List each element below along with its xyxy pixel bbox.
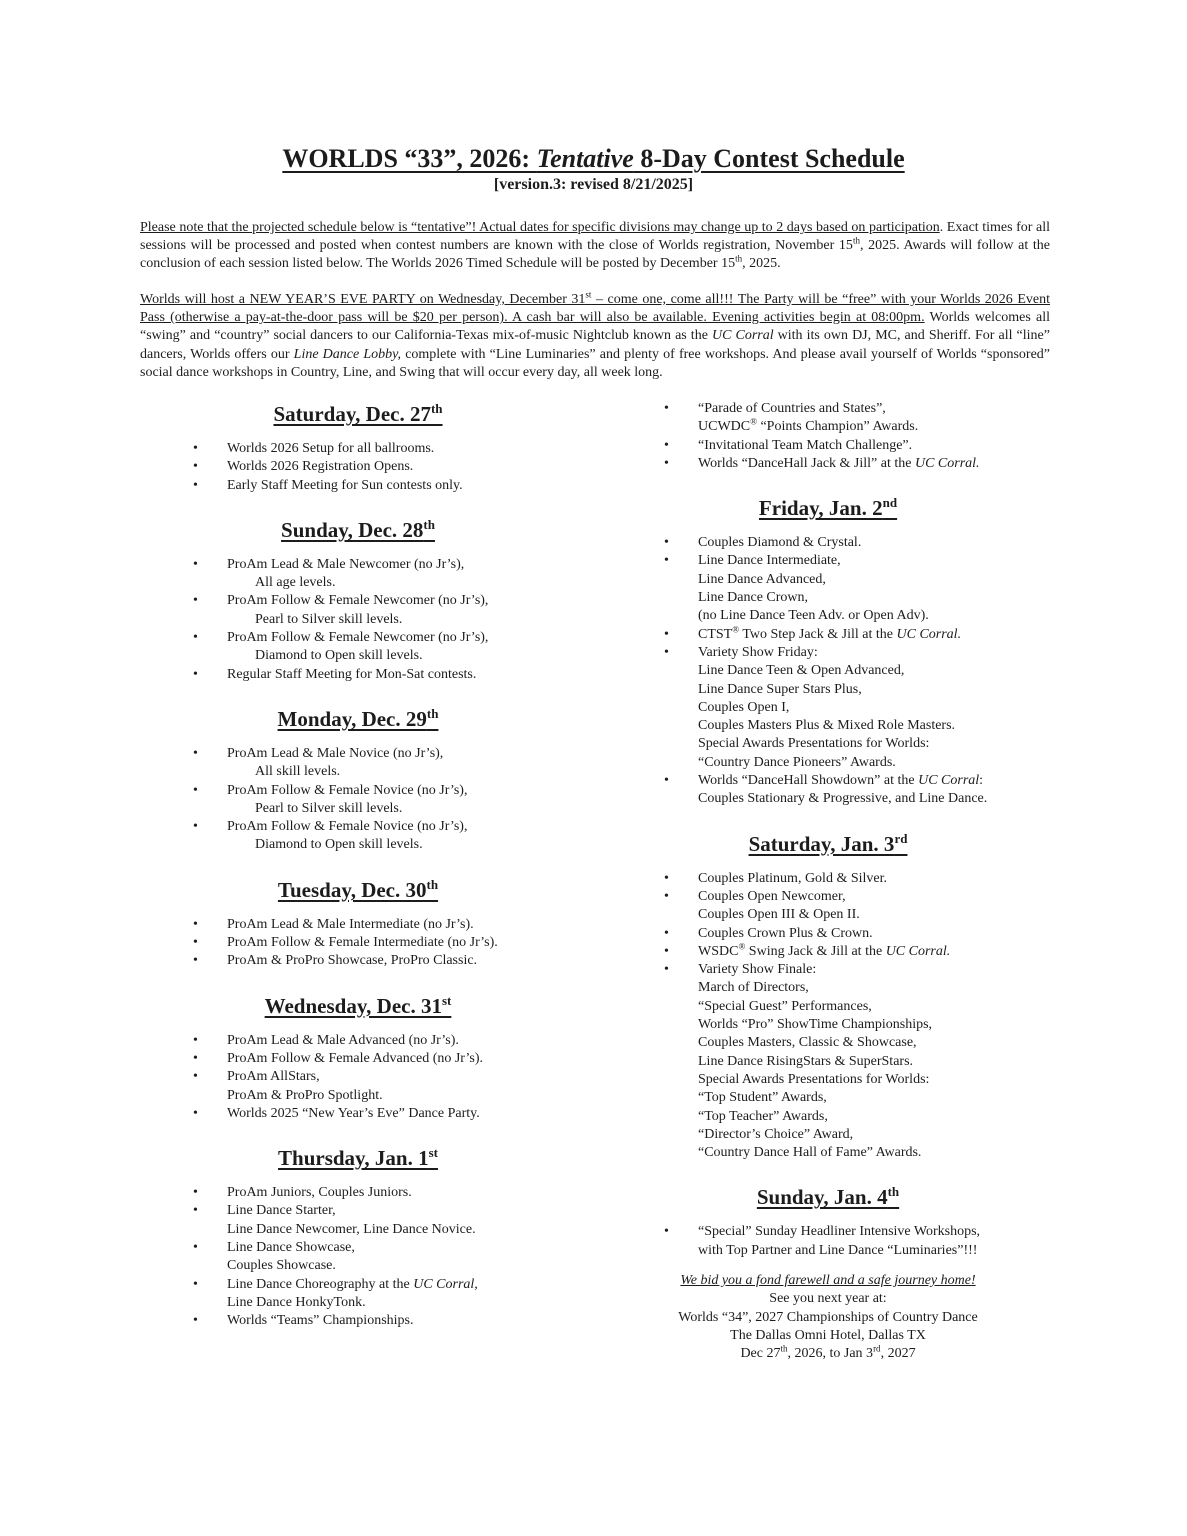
list-item: • Line Dance Choreography at the UC Corral, Line Dance HonkyTonk. bbox=[172, 1276, 592, 1313]
list-item: • Worlds “DanceHall Jack & Jill” at the UC Corral. bbox=[648, 455, 1078, 473]
list-item: • ProAm Follow & Female Novice (no Jr’s), Diamond to Open skill levels. bbox=[172, 818, 592, 855]
list-item: • ProAm Follow & Female Intermediate (no Jr’s). bbox=[172, 934, 592, 952]
list-item: • Regular Staff Meeting for Mon-Sat contests. bbox=[172, 666, 592, 684]
list-item: • Line Dance Starter, Line Dance Newcomer, Line Dance Novice. bbox=[172, 1202, 592, 1239]
list-item: • Early Staff Meeting for Sun contests only. bbox=[172, 477, 592, 495]
list-item: • WSDC® Swing Jack & Jill at the UC Corral. bbox=[648, 943, 1078, 961]
day-saturday-dec-27 bbox=[172, 400, 592, 495]
list-item: • ProAm Follow & Female Newcomer (no Jr’s), Diamond to Open skill levels. bbox=[172, 629, 592, 666]
day-heading: Tuesday, Dec. 30th bbox=[277, 876, 439, 902]
day-heading: Wednesday, Dec. 31st bbox=[264, 992, 452, 1018]
document-title: WORLDS “33”, 2026: Tentative 8-Day Contest Schedule bbox=[282, 144, 905, 173]
day-tuesday-dec-30 bbox=[172, 876, 592, 971]
day-monday-dec-29 bbox=[172, 705, 592, 855]
list-item: • Variety Show Friday: Line Dance Teen & Open Advanced, Line Dance Super Stars Plus, Couples Open I, Couples Masters Plus & Mixed Role Masters. Special Awards Presentations for Worlds: “Country Dance Pioneers” Awards. bbox=[648, 644, 1078, 772]
day-thursday-jan-1-continued bbox=[648, 400, 1078, 473]
list-item: • “Special” Sunday Headliner Intensive Workshops, with Top Partner and Line Dance “Luminaries”!!! bbox=[648, 1223, 1078, 1260]
left-column bbox=[172, 400, 592, 1352]
intro-paragraph-party: Worlds will host a NEW YEAR’S EVE PARTY on Wednesday, December 31st – come one, come all!!! The Party will be “free” with your Worlds 2026 Event Pass (otherwise a pay-at-the-door pass will be $20 per person). A cash bar will also be available. Evening activities begin at 08:00pm. Worlds welcomes all “swing” and “country” social dancers to our California-Texas mix-of-music Nightclub known as the UC Corral with its own DJ, MC, and Sheriff. For all “line” dancers, Worlds offers our Line Dance Lobby, complete with “Line Luminaries” and plenty of free workshops. And please avail yourself of Worlds “sponsored” social dance workshops in Country, Line, and Swing that will occur every day, all week long. bbox=[140, 289, 1050, 380]
list-item: • Couples Platinum, Gold & Silver. bbox=[648, 870, 1078, 888]
farewell-line: The Dallas Omni Hotel, Dallas TX bbox=[730, 1327, 926, 1343]
day-wednesday-dec-31 bbox=[172, 992, 592, 1123]
day-heading: Saturday, Jan. 3rd bbox=[748, 830, 908, 856]
day-heading: Saturday, Dec. 27th bbox=[273, 401, 443, 426]
list-item: • Couples Crown Plus & Crown. bbox=[648, 925, 1078, 943]
day-heading: Thursday, Jan. 1st bbox=[278, 1145, 438, 1171]
farewell-line: See you next year at: bbox=[769, 1291, 887, 1307]
farewell-line: We bid you a fond farewell and a safe journey home! bbox=[680, 1272, 976, 1288]
intro-paragraph-schedule: Please note that the projected schedule below is “tentative”! Actual dates for specific divisions may change up to 2 days based on participation. Exact times for all sessions will be processed and posted when contest numbers are known with the close of Worlds registration, November 15th, 2025. Awards will follow at the conclusion of each session listed below. The Worlds 2026 Timed Schedule will be posted by December 15th, 2025. bbox=[140, 220, 1051, 272]
list-item: • ProAm Lead & Male Advanced (no Jr’s). bbox=[172, 1032, 592, 1050]
right-column bbox=[648, 400, 1078, 1363]
list-item: • Worlds 2026 Setup for all ballrooms. bbox=[172, 440, 592, 458]
list-item: • Variety Show Finale: March of Directors, “Special Guest” Performances, Worlds “Pro” ShowTime Championships, Couples Masters, Classic & Showcase, Line Dance RisingStars & SuperStars. Special Awards Presentations for Worlds: “Top Student” Awards, “Top Teacher” Awards, “Director’s Choice” Award, “Country Dance Hall of Fame” Awards. bbox=[648, 961, 1078, 1162]
list-item: • Worlds “DanceHall Showdown” at the UC Corral: Couples Stationary & Progressive, and Line Dance. bbox=[648, 772, 1078, 809]
list-item: • ProAm Lead & Male Novice (no Jr’s), All skill levels. bbox=[172, 745, 592, 782]
farewell-note bbox=[648, 1272, 1008, 1363]
day-sunday-jan-4 bbox=[648, 1183, 1078, 1260]
list-item: • ProAm Lead & Male Intermediate (no Jr’s). bbox=[172, 916, 592, 934]
day-thursday-jan-1 bbox=[172, 1144, 592, 1330]
version-note: [version.3: revised 8/21/2025] bbox=[493, 176, 694, 193]
day-heading: Sunday, Dec. 28th bbox=[281, 516, 435, 542]
list-item: • ProAm Juniors, Couples Juniors. bbox=[172, 1184, 592, 1202]
day-friday-jan-2 bbox=[648, 494, 1078, 808]
list-item: • CTST® Two Step Jack & Jill at the UC Corral. bbox=[648, 626, 1078, 644]
list-item: • ProAm Follow & Female Advanced (no Jr’s). bbox=[172, 1050, 592, 1068]
list-item: • Line Dance Showcase, Couples Showcase. bbox=[172, 1239, 592, 1276]
list-item: • Worlds 2025 “New Year’s Eve” Dance Party. bbox=[172, 1105, 592, 1123]
list-item: • Couples Open Newcomer, Couples Open III & Open II. bbox=[648, 888, 1078, 925]
day-saturday-jan-3 bbox=[648, 830, 1078, 1163]
list-item: • Line Dance Intermediate, Line Dance Advanced, Line Dance Crown, (no Line Dance Teen Adv. or Open Adv). bbox=[648, 552, 1078, 625]
list-item: • Couples Diamond & Crystal. bbox=[648, 534, 1078, 552]
list-item: • “Invitational Team Match Challenge”. bbox=[648, 437, 1078, 455]
list-item: • “Parade of Countries and States”, UCWDC® “Points Champion” Awards. bbox=[648, 400, 1078, 437]
list-item: • ProAm Lead & Male Newcomer (no Jr’s), All age levels. bbox=[172, 556, 592, 593]
day-sunday-dec-28 bbox=[172, 516, 592, 684]
list-item: • ProAm & ProPro Showcase, ProPro Classic. bbox=[172, 952, 592, 970]
list-item: • Worlds “Teams” Championships. bbox=[172, 1312, 592, 1330]
farewell-line: Worlds “34”, 2027 Championships of Country Dance bbox=[678, 1309, 978, 1325]
day-heading: Sunday, Jan. 4th bbox=[756, 1184, 900, 1210]
day-heading: Monday, Dec. 29th bbox=[277, 705, 439, 731]
list-item: • Worlds 2026 Registration Opens. bbox=[172, 458, 592, 476]
day-heading: Friday, Jan. 2nd bbox=[758, 495, 898, 521]
list-item: • ProAm Follow & Female Novice (no Jr’s), Pearl to Silver skill levels. bbox=[172, 782, 592, 819]
farewell-dates: Dec 27th, 2026, to Jan 3rd, 2027 bbox=[740, 1343, 916, 1362]
list-item: • ProAm Follow & Female Newcomer (no Jr’s), Pearl to Silver skill levels. bbox=[172, 592, 592, 629]
list-item: • ProAm AllStars, ProAm & ProPro Spotlight. bbox=[172, 1068, 592, 1105]
